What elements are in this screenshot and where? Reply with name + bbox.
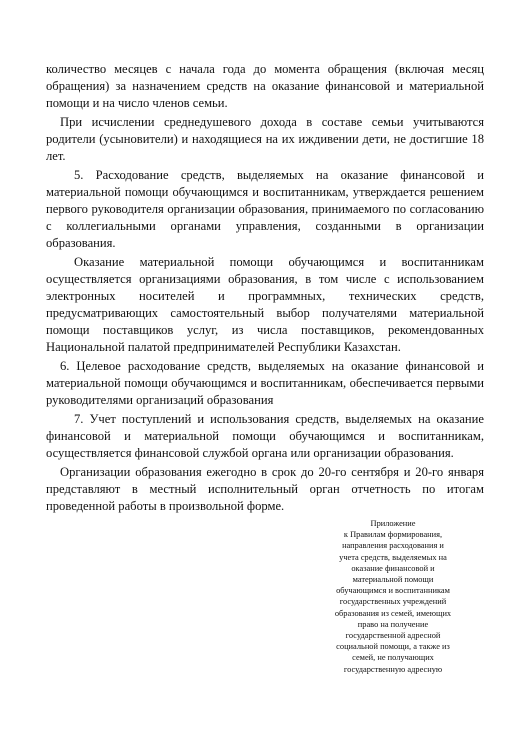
appendix-line: к Правилам формирования,: [343, 530, 443, 540]
paragraph-continuation: количество месяцев с начала года до момента обращения (включая месяц обращения) за назначением средств на оказание финансовой и материальной помощи и на число членов семьи.: [46, 62, 484, 110]
appendix-line: направления расходования и: [342, 541, 444, 551]
appendix-line: образования из семей, имеющих: [334, 608, 452, 618]
paragraph-section-7: 7. Учет поступлений и использования средств, выделяемых на оказание финансовой и материальной помощи обучающимся и воспитанникам, осуществляется финансовой службой органа или организации образования.: [46, 412, 484, 460]
paragraph-reporting: Организации образования ежегодно в срок до 20-го сентября и 20-го января представляют в местный исполнительный орган отчетность по итогам проведенной работы в произвольной форме.: [46, 465, 484, 513]
appendix-line: материальной помощи: [352, 575, 434, 585]
paragraph-section-6: 6. Целевое расходование средств, выделяемых на оказание финансовой и материальной помощи обучающимся и воспитанникам, обеспечивается первыми руководителями организаций образования: [46, 359, 484, 407]
appendix-line: семей, не получающих: [352, 653, 434, 663]
appendix-line: государственную адресную: [343, 664, 443, 674]
appendix-line: Приложение: [370, 519, 416, 528]
paragraph-income-calculation: При исчислении среднедушевого дохода в составе семьи учитываются родители (усыновители) и находящиеся на их иждивении дети, не достигшие 18 лет.: [46, 115, 484, 163]
appendix-line: оказание финансовой и: [351, 563, 435, 573]
paragraph-section-5: 5. Расходование средств, выделяемых на оказание финансовой и материальной помощи обучающимся и воспитанникам, утверждается решением первого руководителя организации образования, принимаемого по согласованию с коллегиальными органами управления, созданными в организации образования.: [46, 168, 484, 250]
appendix-line: право на получение: [357, 619, 429, 629]
appendix-line: учета средств, выделяемых на: [339, 552, 447, 562]
appendix-line: государственных учреждений: [339, 597, 447, 607]
appendix-line: социальной помощи, а также из: [336, 642, 450, 652]
appendix-block: [318, 518, 468, 675]
paragraph-material-assistance: Оказание материальной помощи обучающимся и воспитанникам осуществляется организациями образования, в том числе с использованием электронных носителей и программных, технических средств, предусматривающих самостоятельный выбор получателями материальной помощи поставщиков услуг, из числа поставщиков, рекомендованных Национальной палатой предпринимателей Республики Казахстан.: [46, 255, 484, 354]
appendix-line: государственной адресной: [345, 631, 441, 641]
appendix-line: обучающимся и воспитанникам: [336, 586, 450, 596]
document-body: [46, 61, 484, 517]
